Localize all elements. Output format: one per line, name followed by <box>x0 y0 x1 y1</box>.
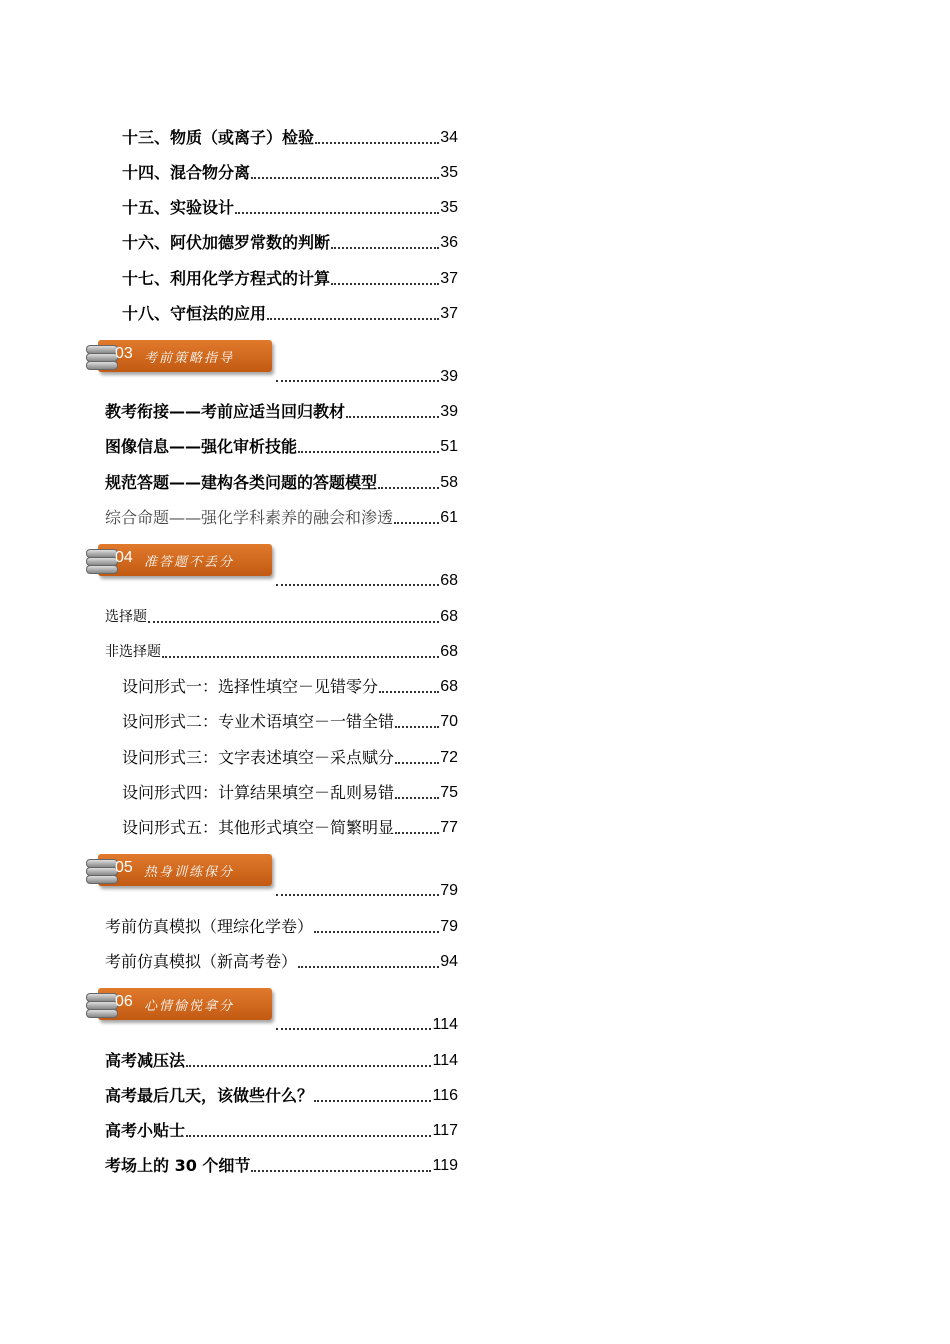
dot-leader <box>276 380 439 382</box>
toc-entry-page: 114 <box>432 1052 458 1069</box>
toc-entry-title: 十七、利用化学方程式的计算 <box>122 269 331 288</box>
section-label: 热身训练保分 <box>144 865 235 880</box>
section-number: 06 <box>115 993 133 1010</box>
section-header-04[interactable] <box>86 542 276 584</box>
toc-entry-title: 规范答题——建构各类问题的答题模型 <box>105 473 378 492</box>
toc-entry-title: 十六、阿伏加德罗常数的判断 <box>122 233 331 252</box>
dot-leader <box>186 1064 431 1067</box>
dot-leader <box>331 282 439 285</box>
toc-entry-title: 综合命题——强化学科素养的融会和渗透 <box>105 508 394 527</box>
toc-entry[interactable] <box>105 467 458 493</box>
toc-entry[interactable] <box>105 502 458 528</box>
toc-entry-title: 选择题 <box>105 609 147 625</box>
toc-entry[interactable] <box>105 1045 458 1071</box>
toc-entry-page: 68 <box>440 643 458 660</box>
toc-entry-title: 考前仿真模拟（理综化学卷） <box>105 917 314 936</box>
toc-entry[interactable] <box>105 946 458 972</box>
toc-entry-title: 设问形式五：其他形式填空－简繁明显 <box>122 818 395 837</box>
toc-entry-title: 图像信息——强化审析技能 <box>105 437 298 456</box>
toc-entry-page: 39 <box>440 403 458 420</box>
dot-leader <box>395 796 439 799</box>
binder-ring-icon <box>86 1009 118 1018</box>
toc-entry-title: 设问形式一：选择性填空－见错零分 <box>122 677 379 696</box>
toc-entry[interactable] <box>105 1080 458 1106</box>
toc-entry[interactable] <box>105 636 458 662</box>
toc-entry-page: 79 <box>440 918 458 935</box>
dot-leader <box>235 211 439 214</box>
toc-entry[interactable] <box>105 431 458 457</box>
toc-entry[interactable] <box>122 812 458 838</box>
toc-entry-page: 61 <box>440 509 458 526</box>
toc-entry-title: 设问形式三：文字表述填空－采点赋分 <box>122 748 395 767</box>
toc-entry[interactable] <box>105 396 458 422</box>
dot-leader <box>276 1028 431 1030</box>
dot-leader <box>251 1169 431 1172</box>
toc-entry-page: 68 <box>440 678 458 695</box>
section-page: 39 <box>440 368 458 385</box>
toc-entry-title: 高考减压法 <box>105 1051 186 1070</box>
section-header-05[interactable] <box>86 852 276 894</box>
section-page: 79 <box>440 882 458 899</box>
binder-ring-icon <box>86 875 118 884</box>
dot-leader <box>162 655 439 658</box>
toc-entry[interactable] <box>122 122 458 148</box>
toc-entry-title: 设问形式二：专业术语填空－一错全错 <box>122 712 395 731</box>
dot-leader <box>394 521 439 524</box>
section-label: 准答题不丢分 <box>144 555 235 570</box>
section-header-06[interactable] <box>86 986 276 1028</box>
toc-entry-title: 十四、混合物分离 <box>122 163 251 182</box>
section-page: 68 <box>440 572 458 589</box>
dot-leader <box>378 486 439 489</box>
toc-entry-page: 68 <box>440 608 458 625</box>
toc-entry-page: 35 <box>440 164 458 181</box>
section-page: 114 <box>432 1016 458 1033</box>
toc-entry-title: 高考最后几天，该做些什么？ <box>105 1086 314 1105</box>
dot-leader <box>395 761 439 764</box>
toc-entry-page: 119 <box>432 1157 458 1174</box>
toc-entry-title: 教考衔接——考前应适当回归教材 <box>105 402 346 421</box>
dot-leader <box>395 831 439 834</box>
toc-entry-page: 77 <box>440 819 458 836</box>
dot-leader <box>251 176 439 179</box>
toc-entry[interactable] <box>105 601 458 627</box>
section-page-row[interactable] <box>276 1012 458 1034</box>
toc-entry-page: 37 <box>440 305 458 322</box>
dot-leader <box>314 930 439 933</box>
dot-leader <box>298 965 439 968</box>
toc-entry[interactable] <box>122 227 458 253</box>
toc-entry-title: 十五、实验设计 <box>122 198 235 217</box>
dot-leader <box>331 246 439 249</box>
toc-entry-page: 70 <box>440 713 458 730</box>
section-header-03[interactable] <box>86 338 276 380</box>
toc-entry-title: 考前仿真模拟（新高考卷） <box>105 952 298 971</box>
toc-entry-title: 十八、守恒法的应用 <box>122 304 267 323</box>
toc-entry-page: 51 <box>440 438 458 455</box>
dot-leader <box>276 894 439 896</box>
section-page-row[interactable] <box>276 568 458 590</box>
section-number: 04 <box>115 549 133 566</box>
dot-leader <box>298 450 439 453</box>
toc-entry-title: 考场上的 30 个细节 <box>105 1156 251 1175</box>
toc-entry[interactable] <box>122 671 458 697</box>
section-page-row[interactable] <box>276 364 458 386</box>
dot-leader <box>148 620 439 623</box>
toc-entry-page: 94 <box>440 953 458 970</box>
dot-leader <box>315 141 439 144</box>
toc-entry[interactable] <box>105 911 458 937</box>
section-number: 03 <box>115 345 133 362</box>
toc-entry-page: 34 <box>440 129 458 146</box>
toc-entry-page: 72 <box>440 749 458 766</box>
toc-entry[interactable] <box>122 192 458 218</box>
binder-ring-icon <box>86 361 118 370</box>
dot-leader <box>186 1134 431 1137</box>
toc-entry[interactable] <box>122 157 458 183</box>
dot-leader <box>276 584 439 586</box>
toc-entry-page: 36 <box>440 234 458 251</box>
toc-entry-title: 非选择题 <box>105 644 161 660</box>
toc-entry[interactable] <box>122 777 458 803</box>
section-number: 05 <box>115 859 133 876</box>
toc-entry-title: 高考小贴士 <box>105 1121 186 1140</box>
dot-leader <box>379 690 439 693</box>
toc-entry[interactable] <box>105 1150 458 1176</box>
toc-entry[interactable] <box>122 706 458 732</box>
section-label: 心情愉悦拿分 <box>144 999 235 1014</box>
section-label: 考前策略指导 <box>144 351 235 366</box>
toc-entry-page: 58 <box>440 474 458 491</box>
dot-leader <box>395 725 439 728</box>
toc-entry-page: 37 <box>440 270 458 287</box>
toc-entry[interactable] <box>122 298 458 324</box>
toc-entry-title: 设问形式四：计算结果填空－乱则易错 <box>122 783 395 802</box>
dot-leader <box>346 415 439 418</box>
dot-leader <box>314 1099 431 1102</box>
toc-entry[interactable] <box>122 742 458 768</box>
toc-entry-page: 117 <box>432 1122 458 1139</box>
toc-entry-page: 75 <box>440 784 458 801</box>
dot-leader <box>267 317 439 320</box>
toc-entry-page: 35 <box>440 199 458 216</box>
toc-entry-page: 116 <box>432 1087 458 1104</box>
toc-entry[interactable] <box>122 263 458 289</box>
toc-entry[interactable] <box>105 1115 458 1141</box>
toc-entry-title: 十三、物质（或离子）检验 <box>122 128 315 147</box>
binder-ring-icon <box>86 565 118 574</box>
section-page-row[interactable] <box>276 878 458 900</box>
